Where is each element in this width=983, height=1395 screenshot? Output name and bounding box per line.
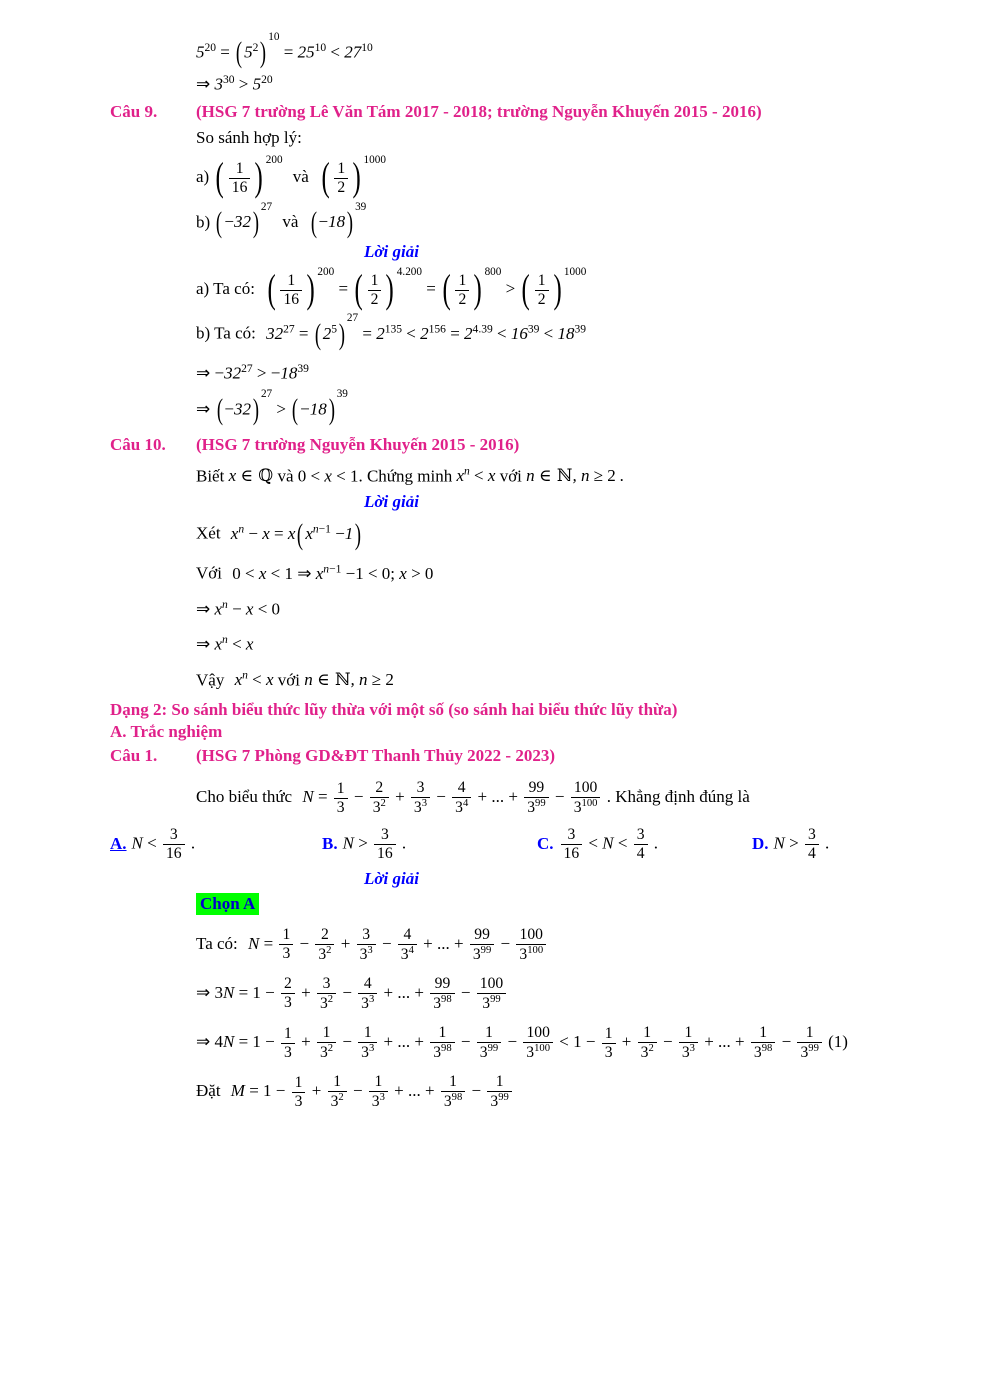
cau10-step-5-label: Vậy — [196, 670, 225, 690]
cau1-solution-prefix: Ta có: — [196, 933, 238, 953]
cau9-part-b-va: và — [282, 212, 299, 232]
cau10-statement-4: với — [499, 466, 522, 486]
cau1-eq-label: (1) — [828, 1031, 848, 1051]
cau1-dat-label: Đặt — [196, 1081, 221, 1101]
cau10-statement-2: và — [277, 466, 294, 486]
cau10-step-2-label: Với — [196, 563, 222, 583]
cau1-solution-line-4: Đặt M = 1 − $\frac{1}{3}$ + $\frac{1}{3^2}$ − $\frac{1}{3^3}$ + ... + $\frac{1}{3^{98}}$ − $\frac{1}{3^{99}}$ — [0, 1072, 983, 1111]
top-math-block — [0, 0, 983, 95]
cau10-step-3: ⇒ $x^n - x < 0$ — [196, 597, 281, 619]
cau9-part-a: a) ( $\frac{1}{16}$ ) 200 và ( $\frac{1}{2}$ ) 1000 — [196, 154, 386, 200]
answer-d-key: D. — [752, 834, 769, 854]
cau10-statement-3: Chứng minh — [366, 466, 453, 486]
top-equation-2: ⇒ $3^{30} > 5^{20}$ — [196, 73, 273, 95]
cau10-statement: Biết x ∈ ℚ và 0 < x < 1. Chứng minh $x^n < x$ với n ∈ ℕ, n ≥ 2 . — [196, 464, 625, 487]
cau9-solution-b-concl1: ⇒ $-32^{27} > -18^{39}$ — [196, 361, 309, 383]
cau9-part-a-va: và — [292, 167, 309, 187]
cau9-loigiai: Lời giải — [364, 241, 419, 261]
cau10-step-4: ⇒ $x^n < x$ — [196, 633, 254, 654]
dang2-subtitle: A. Trắc nghiệm — [110, 722, 223, 742]
cau9-prompt: So sánh hợp lý: — [196, 128, 302, 148]
cau10-tag: Câu 10. — [110, 434, 166, 454]
cau10-step-1-label: Xét — [196, 524, 221, 544]
cau1-solution-line-2: ⇒ 3N = 1 − $\frac{2}{3}$ + $\frac{3}{3^2}$ − $\frac{4}{3^3}$ + ... + $\frac{99}{3^{98}}$ − $\frac{100}{3^{99}}$ — [0, 974, 983, 1013]
top-equation-1: $5^{20}$ = ( $5^2$) $10 = 25^{10} < 27^{10}$ — [196, 31, 373, 70]
cau1-answers — [0, 826, 983, 863]
cau1-solution-line-1: Ta có: N = $\frac{1}{3}$ − $\frac{2}{3^2}$ + $\frac{3}{3^3}$ − $\frac{4}{3^4}$ + ... + $\frac{99}{3^{99}}$ − $\frac{100}{3^{100}}$ — [0, 925, 983, 964]
answer-c-key: C. — [537, 834, 554, 854]
answer-option-d[interactable]: D. N > $\frac{3}{4}$ . — [752, 825, 830, 862]
answer-a-key: A. — [110, 834, 127, 854]
cau9-source: (HSG 7 trường Lê Văn Tám 2017 - 2018; trường Nguyễn Khuyến 2015 - 2016) — [196, 102, 762, 122]
cau9-solution-b: b) Ta có: $32^{27}$ = ( $2^5$) $27 = 2^{135} < 2^{156} = 2^{4.39} < 16^{39} < 18^{39}$ — [196, 312, 587, 351]
dang2-title: Dạng 2: So sánh biểu thức lũy thừa với một số (so sánh hai biểu thức lũy thừa) — [110, 700, 678, 720]
cau1-loigiai: Lời giải — [364, 868, 419, 888]
cau10-loigiai: Lời giải — [364, 492, 419, 512]
cau1-solution-line-3: ⇒ 4N = 1 − $\frac{1}{3}$ + $\frac{1}{3^2}$ − $\frac{1}{3^3}$ + ... + $\frac{1}{3^{98}}$ − $\frac{1}{3^{99}}$ − $\frac{100}{3^{100}}$ < 1 − $\frac{1}{3}$ + $\frac{1}{3^2}$ − $\frac{1}{3^3}$ + ... + $\frac{1}{3^{98}}$ − $\frac{1}{3^{99}}$ (1) — [196, 1023, 848, 1062]
cau1-tag: Câu 1. — [110, 746, 158, 766]
cau9-solution-a-prefix: a) Ta có: — [196, 278, 255, 298]
cau1-heading — [0, 746, 983, 770]
cau1-source: (HSG 7 Phòng GD&ĐT Thanh Thủy 2022 - 2023) — [196, 746, 555, 766]
cau10-step-1: Xét $x^n - x = x$( $x^{n-1} -1$) — [196, 517, 362, 551]
answer-b-key: B. — [322, 834, 338, 854]
cau9-part-b: b) ( −32) 27 và ( −18) 39 — [196, 200, 367, 239]
cau1-prompt-post: . Khẳng định đúng là — [606, 787, 750, 807]
cau9-solution-b-prefix: b) Ta có: — [196, 324, 256, 344]
cau10-step-2: Với 0 < x < 1 ⇒ $x^{n-1} -1 < 0$; x > 0 — [196, 561, 434, 583]
answer-option-c[interactable]: C. $\frac{3}{16}$ < N < $\frac{3}{4}$ . — [537, 825, 658, 862]
cau9-solution-a: a) Ta có: ( $\frac{1}{16}$ ) 200 = ( $\frac{1}{2}$ ) 4.200 = ( $\frac{1}{2}$ ) 800 > ( $\frac{1}{2}$ ) 1000 — [196, 265, 587, 312]
cau1-chon-badge: Chọn A — [196, 893, 259, 915]
cau9-heading — [0, 102, 983, 126]
cau10-statement-1: Biết — [196, 466, 225, 486]
cau1-prompt: Cho biểu thức N = $\frac{1}{3}$ − $\frac{2}{3^2}$ + $\frac{3}{3^3}$ − $\frac{4}{3^4}$ + ... + $\frac{99}{3^{99}}$ − $\frac{100}{3^{100}}$ . Khẳng định đúng là — [196, 779, 750, 817]
answer-option-a[interactable]: A. N < $\frac{3}{16}$ . — [110, 825, 196, 862]
cau10-step-5-with: với — [277, 670, 301, 690]
cau9-part-a-label: a) — [196, 167, 210, 187]
answer-option-b[interactable]: B. N > $\frac{3}{16}$ . — [322, 825, 407, 862]
cau10-source: (HSG 7 trường Nguyễn Khuyến 2015 - 2016) — [196, 434, 520, 454]
cau10-heading — [0, 435, 983, 459]
cau10-step-5: Vậy $x^n < x$ với n ∈ ℕ, n ≥ 2 — [196, 668, 394, 691]
cau9-solution-b-concl2: ⇒ ( −32) 27 > ( −18) 39 — [196, 387, 348, 426]
cau9-tag: Câu 9. — [110, 102, 158, 122]
cau1-chon-row — [0, 893, 983, 915]
cau9-part-b-label: b) — [196, 212, 211, 232]
cau1-prompt-pre: Cho biểu thức — [196, 787, 293, 807]
